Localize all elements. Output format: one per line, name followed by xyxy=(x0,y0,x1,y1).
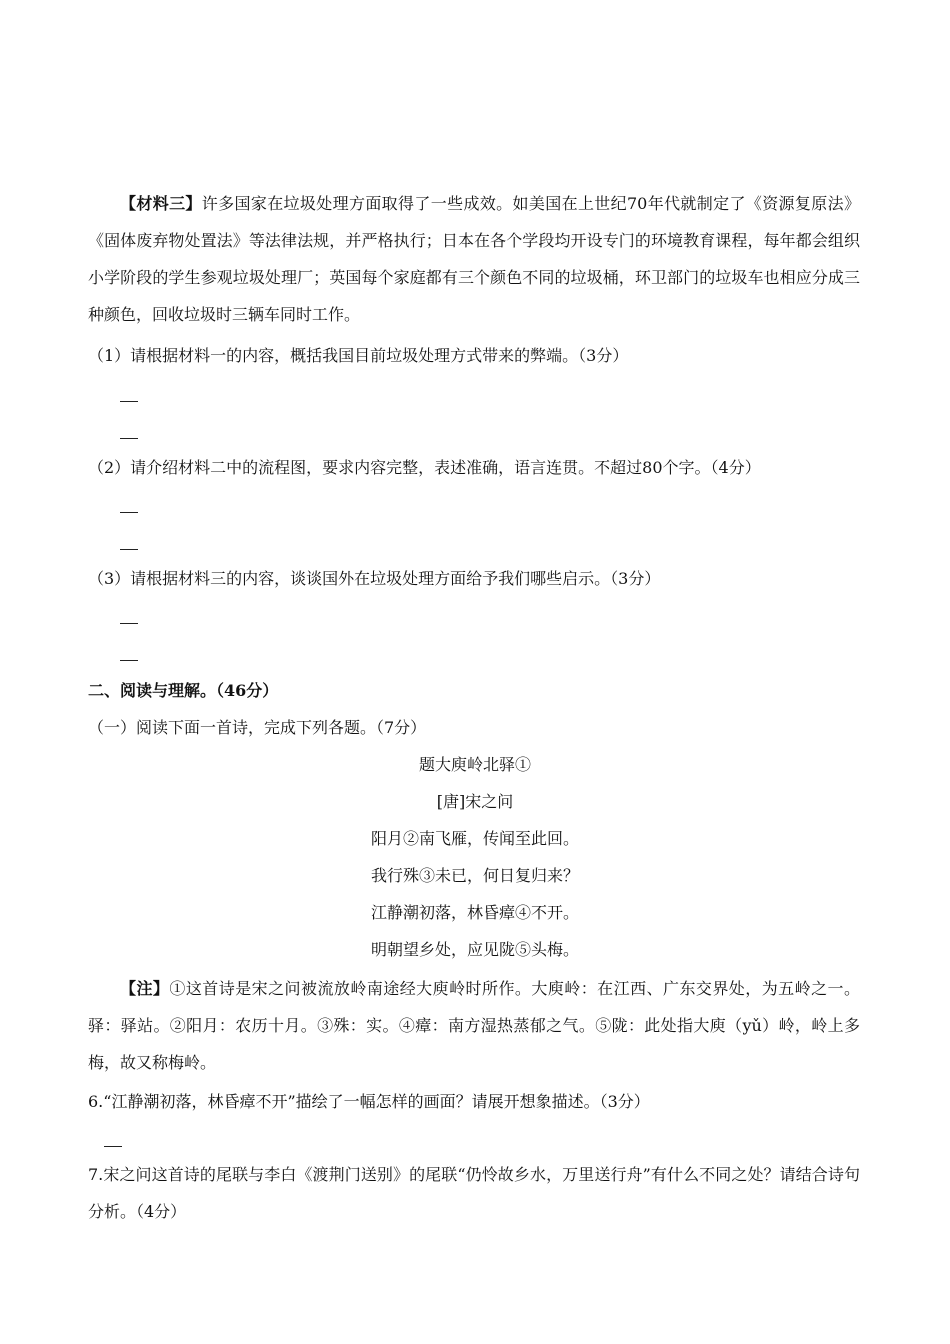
poem-line: 明朝望乡处，应见陇⑤头梅。 xyxy=(370,940,579,959)
answer-line[interactable] xyxy=(120,401,138,402)
poem-line: 阳月②南飞雁，传闻至此回。 xyxy=(370,829,579,848)
note-label: 【注】 xyxy=(120,979,170,998)
question-1: （1）请根据材料一的内容，概括我国目前垃圾处理方式带来的弊端。（3分） xyxy=(88,346,629,365)
section-heading: 二、阅读与理解。（46分） xyxy=(88,681,279,700)
poem-author: [唐]宋之问 xyxy=(436,792,514,811)
answer-line[interactable] xyxy=(120,438,138,439)
poem-line: 江静潮初落，林昏瘴④不开。 xyxy=(370,903,579,922)
question-3: （3）请根据材料三的内容，谈谈国外在垃圾处理方面给予我们哪些启示。（3分） xyxy=(88,569,661,588)
answer-line[interactable] xyxy=(120,512,138,513)
answer-line[interactable] xyxy=(120,660,138,661)
answer-line[interactable] xyxy=(104,1146,122,1147)
poem-title: 题大庾岭北驿① xyxy=(418,755,531,774)
question-2: （2）请介绍材料二中的流程图，要求内容完整，表述准确，语言连贯。不超过80个字。（4分） xyxy=(88,458,761,477)
question-6: 6.“江静潮初落，林昏瘴不开”描绘了一幅怎样的画面？请展开想象描述。（3分） xyxy=(88,1092,650,1111)
question-7: 7.宋之问这首诗的尾联与李白《渡荆门送别》的尾联“仍怜故乡水，万里送行舟”有什么不同之处？请结合诗句分析。（4分） xyxy=(88,1165,860,1221)
material-3-label: 【材料三】 xyxy=(120,194,202,213)
subsection-heading: （一）阅读下面一首诗，完成下列各题。（7分） xyxy=(88,718,427,737)
answer-line[interactable] xyxy=(120,549,138,550)
poem-note xyxy=(88,970,860,1081)
note-text: ①这首诗是宋之问被流放岭南途经大庾岭时所作。大庾岭：在江西、广东交界处，为五岭之一。驿：驿站。②阳月：农历十月。③殊：实。④瘴：南方湿热蒸郁之气。⑤陇：此处指大庾（yǔ）岭，岭上多梅，故又称梅岭。 xyxy=(88,979,860,1072)
material-3-paragraph xyxy=(88,185,860,333)
poem-line: 我行殊③未已，何日复归来？ xyxy=(370,866,579,885)
material-3-text: 许多国家在垃圾处理方面取得了一些成效。如美国在上世纪70年代就制定了《资源复原法》《固体废弃物处置法》等法律法规，并严格执行；日本在各个学段均开设专门的环境教育课程，每年都会组织小学阶段的学生参观垃圾处理厂；英国每个家庭都有三个颜色不同的垃圾桶，环卫部门的垃圾车也相应分成三种颜色，回收垃圾时三辆车同时工作。 xyxy=(88,194,860,324)
answer-line[interactable] xyxy=(120,623,138,624)
